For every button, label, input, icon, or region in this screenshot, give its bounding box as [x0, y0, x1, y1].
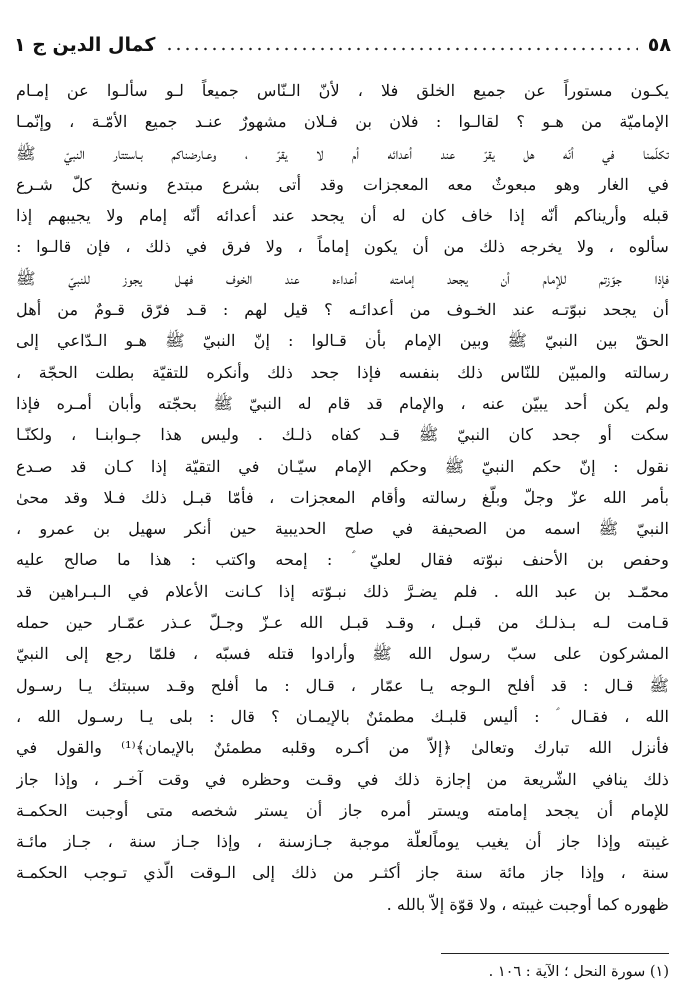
text-line: المشركون على سبّ رسول الله ﷺ وأرادوا قتله فسبّه ، فلمّا رجع إلى النبيّ	[16, 644, 669, 664]
text-line: الحقّ بين النبيّ ﷺ وبين الإمام بأن قـالوا : إنّ النبيّ ﷺ هـو الـدّاعي إلى	[16, 331, 669, 351]
text-line: ظهوره كما أوجبت غيبته ، ولا قوّة إلاّ بالله .	[386, 894, 669, 914]
text-line: نقول : إنّ حكم النبيّ ﷺ وحكم الإمام سيّـان في التقيّة إذا كـان قد صـدع	[16, 456, 669, 476]
text-line: النبيّ ﷺ اسمه من الصحيفة في صلح الحديبية حين أنكر سهيل بن عمرو ،	[16, 519, 669, 539]
text-line: ﷺ قـال : قد أفلح الـوجه يـا عمّار ، قـال : ما أفلح وقـد سببتك يـا رسـول	[16, 675, 669, 695]
text-line: الإماميّة من هـو ؟ لقالـوا : فلان بن فـلان مشهورٌ عنـد جميع الأمّـة ، وإنّمـا	[16, 112, 669, 132]
book-title: كمال الدين ج ١	[14, 34, 156, 56]
text-line: يكـون مستوراً عن جميع الخلق فلا ، لأنّ الـنّاس جميعاً لـو سألـوا عن إمـام	[16, 81, 669, 100]
text-line: تكلّمنا في أنّه هل يقرّ عند أعدائه أم لا يقرّ ، وعـارضناكم بـاستتار النبيّ ﷺ	[16, 143, 669, 163]
text-line: للإمام أن يجحد إمامته ويستر أمره جاز أن يستر شخصه متى أوجبت الحكمـة	[16, 800, 669, 820]
text-line: أن يجحد نبوّتـه عند الخـوف من أعدائـه ؟ قيل لهم : قـد فرّق قـومٌ من أهل	[16, 300, 669, 320]
text-line: فإذا جوّزتم للإمام أن يجحد إمامته أعداءه عند الخوف فهـل يجوز للنبيّ ﷺ	[16, 268, 669, 288]
text-line: سنة ، وإذا جاز مائة سنة جاز أكثـر من ذلك إلى الـوقت الّذي تـوجب الحكمـة	[16, 863, 669, 883]
text-line: في الغار وهو مبعوثٌ معه المعجزات وقد أتى بشرع مبتدع ونسخ كلّ شـرع	[16, 174, 669, 194]
text-line: قبله وأريناكم أنّه إذا خاف كان له أن يجحد عند أعدائه أنّه إمام ولا يجيبهم إذا	[16, 206, 669, 226]
footnote-rule	[441, 953, 669, 954]
text-line: قـامت لـه بـذلـك من قبـل ، وقـد قبـل الله عـزّ وجـلّ عـذر عمّـار حين حمله	[16, 613, 669, 633]
text-line: وحفص بن الأحنف نبوّته فقال لعليّ ؑ : إمحه واكتب : هذا ما صالح عليه	[16, 550, 669, 570]
text-line: ولم يكن أحد يبيّن عنه ، والإمام قد قام له النبيّ ﷺ بحجّته وأبان أمـره فإذا	[16, 393, 669, 413]
text-line: بأمر الله عزّ وجلّ وبلّغ رسالته وأقام المعجزات ، فأمّا قبـل ذلك فـلا وقد محىٰ	[16, 487, 669, 507]
body-text	[16, 75, 669, 920]
text-line: محمّـد بن عبد الله . فلم يضـرَّ ذلك نبـوّته إذا كـانت الأعلام في الـبـراهين قد	[16, 581, 669, 601]
running-header	[14, 28, 671, 62]
text-line: سكت أو جحد كان النبيّ ﷺ قـد كفاه ذلـك . وليس هذا جـوابنـا ، ولكنّـا	[16, 425, 669, 445]
footnote: (١) سورة النحل ؛ الآية : ١٠٦ .	[488, 964, 669, 980]
text-line: الله ، فقـال ؑ : أليس قلبـك مطمئنٌ بالإيمـان ؟ قال : بلى يـا رسـول الله ،	[16, 706, 669, 726]
text-line: رسالته والمبيّن للنّاس ذلك بنفسه فإذا جحد ذلك وأنكره للتقيّة بطلت الحجّة ،	[16, 362, 669, 382]
text-line: غيبته وإذا جاز أن يغيب يوماًلعلّة موجبة جـازسنة ، وإذا جـاز سنة ، جـاز مائـة	[16, 832, 669, 852]
header-dot-leader	[165, 47, 637, 51]
text-line: فأنزل الله تبارك وتعالىٰ ﴿إلاّ من أكـره وقلبه مطمئنٌ بالإيمان﴾⁽¹⁾ والقول في	[16, 738, 669, 758]
text-line: ذلك ينافي الشّريعة من إجازة ذلك في وقـت وحظره في وقت آخـر ، وإذا جاز	[16, 769, 669, 789]
page-number: ٥٨	[647, 34, 671, 56]
text-line: سألوه ، ولا يخرجه ذلك من أن يكون إماماً ، ولا فرق في ذلك ، فإن قالـوا :	[16, 237, 669, 257]
